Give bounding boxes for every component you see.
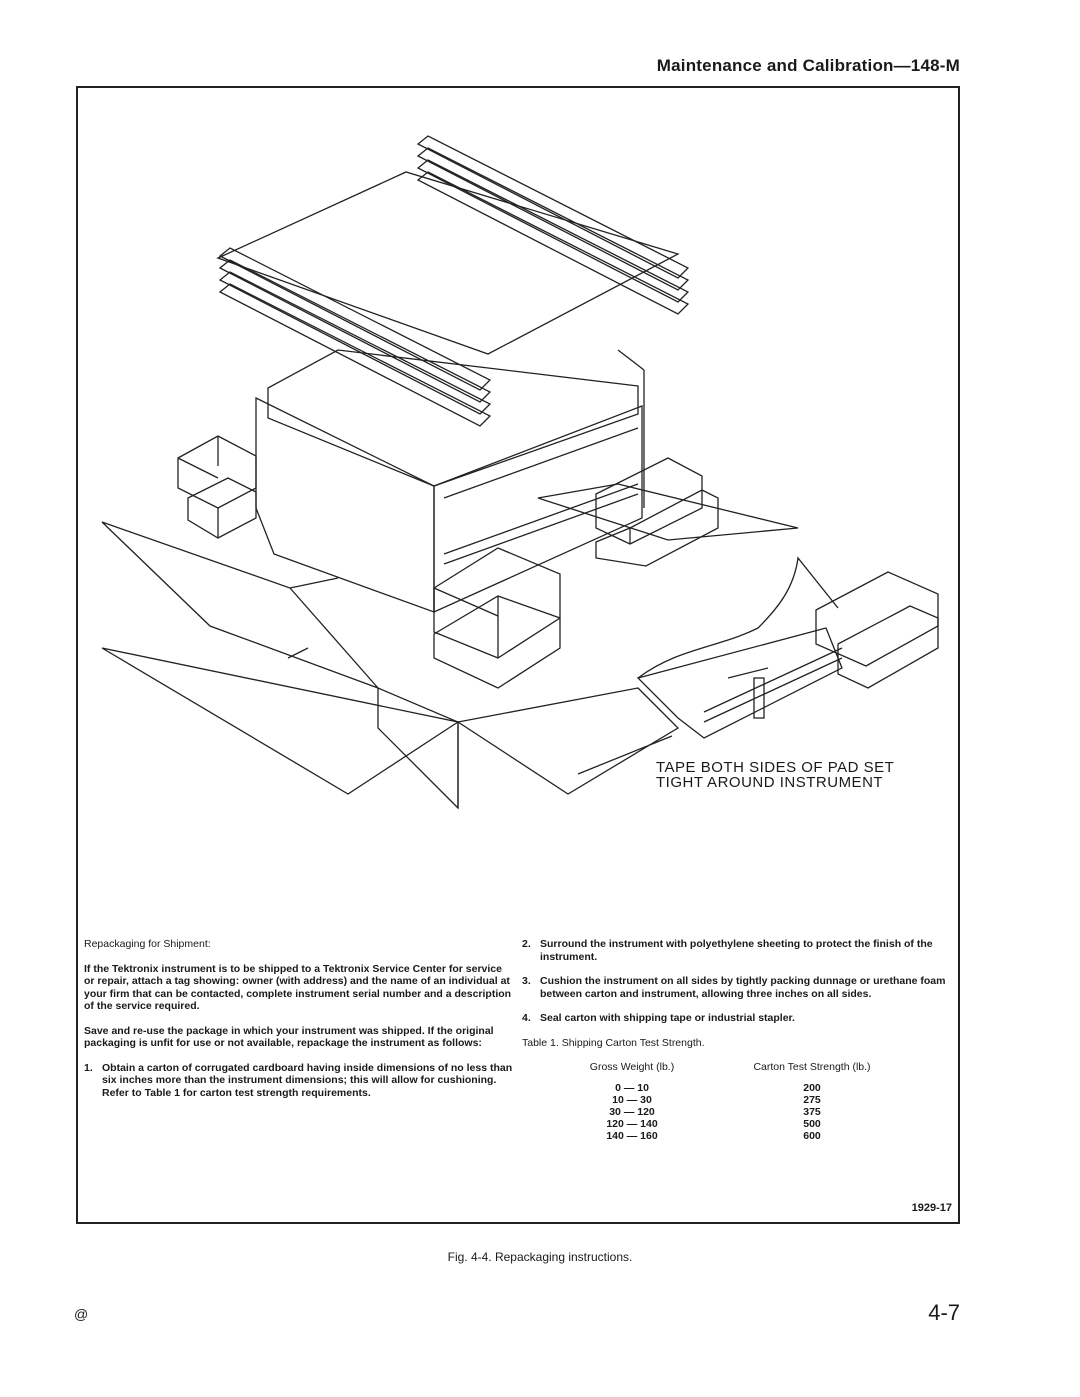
test-strength-cell: 375 — [803, 1105, 821, 1118]
table-row — [562, 1082, 922, 1094]
instructions-heading: Repackaging for Shipment: — [84, 938, 211, 950]
table-title: Table 1. Shipping Carton Test Strength. — [522, 1036, 705, 1049]
step-1 — [84, 1062, 514, 1100]
tape-callout-line1: TAPE BOTH SIDES OF PAD SET — [656, 759, 895, 776]
right-corner-block — [596, 458, 718, 566]
test-strength-cell: 500 — [803, 1117, 821, 1130]
tape-callout — [656, 760, 956, 790]
instructions-left-column — [84, 938, 514, 1111]
carton-panel-right — [538, 484, 798, 540]
table-row — [562, 1118, 922, 1130]
gross-weight-cell: 10 — 30 — [612, 1093, 652, 1106]
table-row — [562, 1094, 922, 1106]
instrument-box — [256, 350, 644, 612]
gross-weight-cell: 30 — 120 — [609, 1105, 655, 1118]
gross-weight-cell: 0 — 10 — [615, 1081, 649, 1094]
step-text: Obtain a carton of corrugated cardboard having inside dimensions of no less than six inches more than the instrument dimensions; this will allow for cushioning. Refer to Table 1 for carton test strength requirements. — [102, 1061, 513, 1099]
table-row — [562, 1106, 922, 1118]
step-text: Seal carton with shipping tape or industrial stapler. — [540, 1012, 795, 1024]
test-strength-cell: 200 — [803, 1081, 821, 1094]
shipping-strength-table — [562, 1061, 922, 1142]
step-4 — [522, 1012, 952, 1025]
page-header-title: Maintenance and Calibration—148-M — [656, 56, 960, 75]
step-3 — [522, 975, 952, 1000]
step-number: 4. — [522, 1012, 531, 1024]
page-number: 4-7 — [928, 1300, 960, 1325]
carton-flap-left — [102, 522, 378, 688]
step-text: Surround the instrument with polyethylene sheeting to protect the finish of the instrument. — [540, 938, 933, 963]
step-text: Cushion the instrument on all sides by tightly packing dunnage or urethane foam between carton and instrument, allowing three inches on all sides. — [540, 975, 946, 1000]
carton-flap-right — [458, 688, 678, 794]
table-header-gross-weight: Gross Weight (lb.) — [589, 1061, 675, 1073]
top-pad-stack — [218, 136, 688, 426]
gross-weight-cell: 140 — 160 — [606, 1129, 658, 1142]
figure-number: 1929-17 — [911, 1202, 952, 1214]
left-corner-block — [178, 436, 256, 538]
tape-callout-line2: TIGHT AROUND INSTRUMENT — [656, 774, 884, 791]
test-strength-cell: 600 — [803, 1129, 821, 1142]
instructions-paragraph-2: Save and re-use the package in which your instrument was shipped. If the original packaging is unfit for use or not available, repackage the instrument as follows: — [84, 1024, 494, 1049]
repackaging-illustration — [78, 88, 958, 928]
figure-frame — [76, 86, 960, 1224]
carton-flap-front — [102, 648, 458, 794]
table-row — [562, 1130, 922, 1142]
figure-caption: Fig. 4-4. Repackaging instructions. — [447, 1250, 633, 1264]
step-number: 3. — [522, 975, 531, 987]
instructions-right-column — [522, 938, 952, 1142]
cutaway-pad-detail — [638, 558, 938, 738]
footer-symbol: @ — [74, 1306, 89, 1322]
step-number: 2. — [522, 938, 531, 950]
table-header-test-strength: Carton Test Strength (lb.) — [753, 1061, 871, 1073]
step-number: 1. — [84, 1061, 93, 1074]
test-strength-cell: 275 — [803, 1093, 821, 1106]
step-2 — [522, 938, 952, 963]
gross-weight-cell: 120 — 140 — [606, 1117, 658, 1130]
front-corner-block — [434, 548, 560, 688]
instructions-paragraph-1: If the Tektronix instrument is to be shipped to a Tektronix Service Center for service or repair, attach a tag showing: owner (with address) and the name of an individual at your firm that can be contacted, complete instrument serial number and a description of the service required. — [84, 962, 512, 1012]
